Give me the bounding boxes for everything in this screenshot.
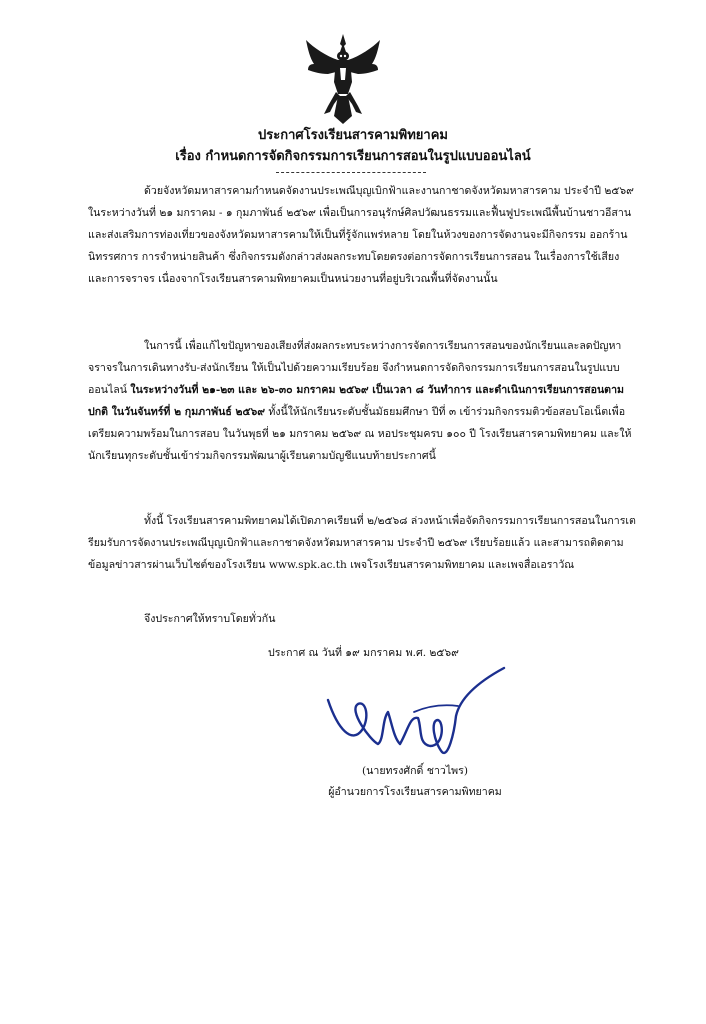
- paragraph-4-text: จึงประกาศให้ทราบโดยทั่วกัน: [144, 613, 276, 625]
- signer-title: ผู้อำนวยการโรงเรียนสารคามพิทยาคม: [328, 786, 502, 798]
- paragraph-3: [88, 510, 636, 576]
- paragraph-2-bold-dates: ในระหว่างวันที่ ๒๑-๒๓ และ ๒๖-๓๐ มกราคม ๒๕๖๙ เป็นเวลา ๘ วันทำการ และดำเนินการเรียนการสอนตามปกติ ในวันจันทร์ที่ ๒ กุมภาพันธ์ ๒๕๖๙: [88, 384, 624, 418]
- handwritten-signature: [318, 660, 508, 760]
- announcement-title: ประกาศโรงเรียนสารคามพิทยาคม: [258, 128, 448, 143]
- paragraph-3-text: ทั้งนี้ โรงเรียนสารคามพิทยาคมได้เปิดภาคเรียนที่ ๒/๒๕๖๘ ล่วงหน้าเพื่อจัดกิจกรรมการเรียนการสอนในการเตรียมรับการจัดงานประเพณีบุญเบิกฟ้าและกาชาดจังหวัดมหาสารคาม ประจำปี ๒๕๖๙ เรียบร้อยแล้ว และสามารถติดตามข้อมูลข่าวสารผ่านเว็บไซต์ของโรงเรียน www.spk.ac.th เพจโรงเรียนสารคามพิทยาคม และเพจสื่อเอราวัณ: [88, 515, 636, 571]
- paragraph-2-text-b: ทั้งนี้ให้นักเรียนระดับชั้นมัธยมศึกษา ปีที่ ๓ เข้าร่วมกิจกรรมติวข้อสอบโอเน็ตเพื่อเตรียมความพร้อมในการสอบ ในวันพุธที่ ๒๑ มกราคม ๒๕๖๙ ณ หอประชุมครบ ๑๐๐ ปี โรงเรียนสารคามพิทยาคม และให้นักเรียนทุกระดับชั้นเข้าร่วมกิจกรรมพัฒนาผู้เรียนตามบัญชีแนบท้ายประกาศนี้: [88, 406, 632, 462]
- announcement-date: ประกาศ ณ วันที่ ๑๙ มกราคม พ.ศ. ๒๕๖๙: [268, 647, 459, 659]
- title-divider: [276, 172, 426, 173]
- paragraph-4: [88, 608, 636, 630]
- paragraph-2-text-a: ในการนี้ เพื่อแก้ไขปัญหาของเสียงที่ส่งผลกระทบระหว่างการจัดการเรียนการสอนของนักเรียนและลดปัญหาจราจรในการเดินทางรับ-ส่งนักเรียน ให้เป็นไปด้วยความเรียบร้อย จึงกำหนดการจัดกิจกรรมการเรียนการสอนในรูปแบบออนไลน์: [88, 340, 622, 396]
- signer-name: (นายทรงศักดิ์ ชาวไพร): [362, 765, 468, 777]
- paragraph-1: [88, 180, 636, 290]
- paragraph-2: [88, 335, 636, 467]
- paragraph-1-text: ด้วยจังหวัดมหาสารคามกำหนดจัดงานประเพณีบุญเบิกฟ้าและงานกาชาดจังหวัดมหาสารคาม ประจำปี ๒๕๖๙ ในระหว่างวันที่ ๒๑ มกราคม - ๑ กุมภาพันธ์ ๒๕๖๙ เพื่อเป็นการอนุรักษ์ศิลปวัฒนธรรมและฟื้นฟูประเพณีพื้นบ้านชาวอีสานและส่งเสริมการท่องเที่ยวของจังหวัดมหาสารคามให้เป็นที่รู้จักแพร่หลาย โดยในห้วงของการจัดงานจะมีกิจกรรม ออกร้านนิทรรศการ การจำหน่ายสินค้า ซึ่งกิจกรรมดังกล่าวส่งผลกระทบโดยตรงต่อการจัดการเรียนการสอน ในเรื่องการใช้เสียงและการจราจร เนื่องจากโรงเรียนสารคามพิทยาคมเป็นหน่วยงานที่อยู่บริเวณพื้นที่จัดงานนั้น: [88, 185, 634, 285]
- announcement-subject: เรื่อง กำหนดการจัดกิจกรรมการเรียนการสอนในรูปแบบออนไลน์: [175, 149, 531, 164]
- garuda-emblem-icon: [302, 32, 384, 126]
